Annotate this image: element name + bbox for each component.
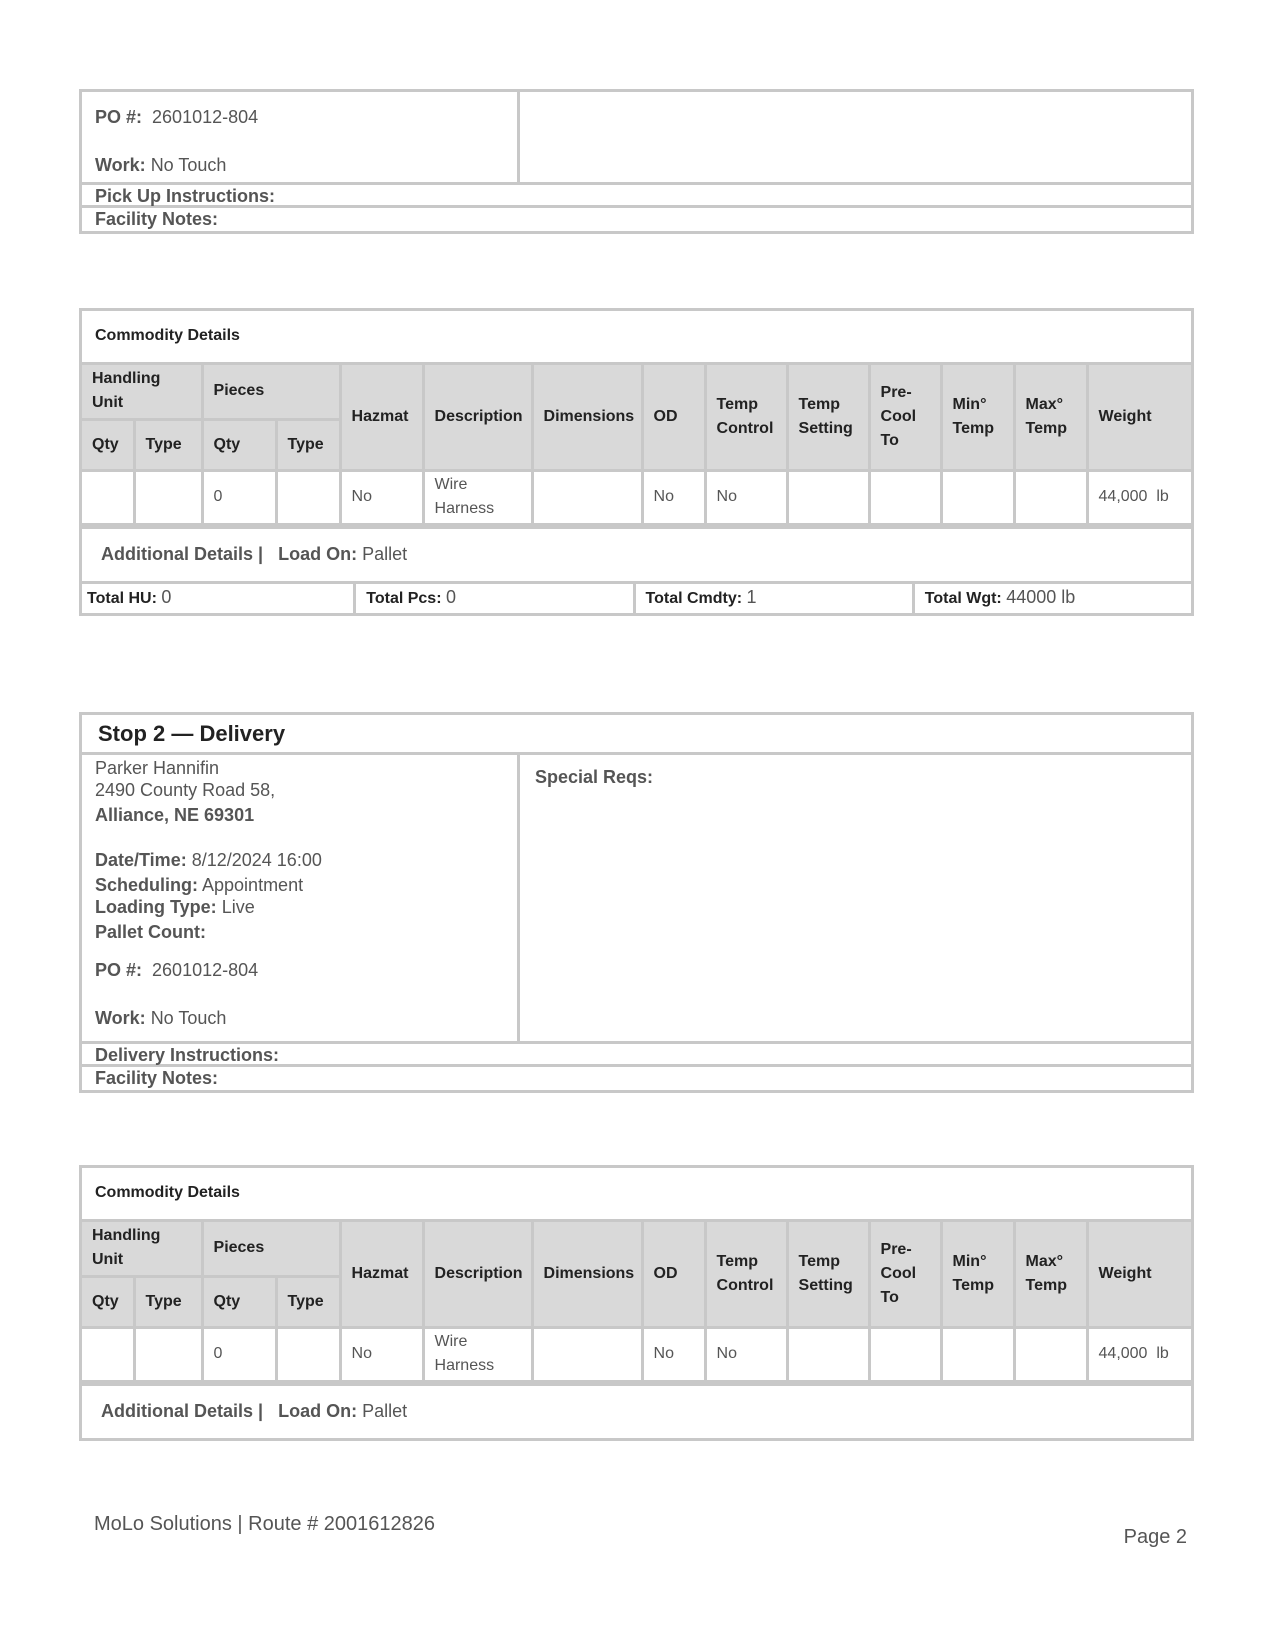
hu-qty-header: Qty	[82, 419, 134, 470]
hu-type-header: Type	[134, 1276, 202, 1327]
loading-type-label: Loading Type:	[95, 897, 217, 917]
commodity-title: Commodity Details	[82, 311, 1191, 365]
pickup-instructions	[82, 185, 1191, 208]
pc-qty-cell: 0	[202, 470, 276, 524]
hu-qty-cell	[82, 470, 134, 524]
max-temp-cell	[1014, 1327, 1087, 1381]
od-cell: No	[642, 470, 705, 524]
load-on-value: Pallet	[362, 543, 408, 564]
load-on-label: Load On:	[278, 543, 358, 564]
min-temp-cell	[941, 1327, 1014, 1381]
load-on-value: Pallet	[362, 1400, 408, 1421]
table-row	[82, 470, 1191, 524]
od-header: OD	[642, 365, 705, 470]
description-header: Description	[423, 365, 532, 470]
min-temp-header: Min° Temp	[941, 365, 1014, 470]
od-cell: No	[642, 1327, 705, 1381]
hazmat-header: Hazmat	[340, 365, 423, 470]
pc-qty-header: Qty	[202, 1276, 276, 1327]
pieces-header: Pieces	[202, 365, 340, 419]
datetime-value: 8/12/2024 16:00	[191, 850, 322, 870]
temp-setting-header: Temp Setting	[787, 1222, 869, 1327]
temp-control-header: Temp Control	[705, 1222, 787, 1327]
total-hu	[82, 584, 356, 613]
stop2-block	[79, 712, 1194, 1093]
max-temp-header: Max° Temp	[1014, 1222, 1087, 1327]
total-pcs-label: Total Pcs:	[366, 589, 442, 607]
work-label: Work:	[95, 1008, 146, 1028]
hazmat-cell: No	[340, 1327, 423, 1381]
datetime-label: Date/Time:	[95, 850, 187, 870]
load-on-label: Load On:	[278, 1400, 358, 1421]
min-temp-header: Min° Temp	[941, 1222, 1014, 1327]
footer-route: MoLo Solutions | Route # 2001612826	[94, 1513, 436, 1535]
pieces-header: Pieces	[202, 1222, 340, 1276]
dimensions-cell	[532, 1327, 642, 1381]
max-temp-cell	[1014, 470, 1087, 524]
temp-setting-header: Temp Setting	[787, 365, 869, 470]
hu-qty-header: Qty	[82, 1276, 134, 1327]
temp-control-header: Temp Control	[705, 365, 787, 470]
facility-notes	[82, 1067, 1191, 1090]
loading-type-value: Live	[221, 897, 255, 917]
work-value: No Touch	[150, 1008, 227, 1028]
facility-notes-label: Facility Notes:	[95, 1068, 219, 1088]
dimensions-header: Dimensions	[532, 365, 642, 470]
additional-details-label: Additional Details |	[101, 543, 264, 564]
hazmat-header: Hazmat	[340, 1222, 423, 1327]
description-cell: Wire Harness	[423, 1327, 532, 1381]
total-pcs-value: 0	[445, 586, 456, 607]
street-address: 2490 County Road 58,	[95, 780, 276, 800]
stop1-info-right	[520, 92, 1191, 182]
temp-setting-cell	[787, 470, 869, 524]
pallet-count-label: Pallet Count:	[95, 922, 206, 942]
city-state-zip: Alliance, NE 69301	[95, 805, 255, 825]
facility-notes	[82, 208, 1191, 231]
stop1-info-block	[79, 89, 1194, 234]
po-label: PO #:	[95, 960, 143, 980]
stop1-info-left	[82, 92, 520, 182]
totals-row	[82, 581, 1191, 613]
additional-details	[82, 526, 1191, 581]
dimensions-cell	[532, 470, 642, 524]
min-temp-cell	[941, 470, 1014, 524]
temp-setting-cell	[787, 1327, 869, 1381]
facility-notes-label: Facility Notes:	[95, 209, 219, 229]
weight-header: Weight	[1087, 1222, 1191, 1327]
special-reqs-label: Special Reqs:	[535, 767, 654, 787]
total-cmdty	[636, 584, 915, 613]
stop2-info-right	[520, 755, 1191, 1041]
weight-header: Weight	[1087, 365, 1191, 470]
commodity-title: Commodity Details	[82, 1168, 1191, 1222]
scheduling-label: Scheduling:	[95, 875, 198, 895]
work-value: No Touch	[150, 155, 227, 175]
description-header: Description	[423, 1222, 532, 1327]
table-row	[82, 1327, 1191, 1381]
total-wgt-value: 44000 lb	[1006, 586, 1076, 607]
delivery-instructions-label: Delivery Instructions:	[95, 1045, 280, 1065]
max-temp-header: Max° Temp	[1014, 365, 1087, 470]
work-label: Work:	[95, 155, 146, 175]
company-name: Parker Hannifin	[95, 758, 220, 778]
po-value: 2601012-804	[152, 960, 259, 980]
scheduling-value: Appointment	[202, 875, 304, 895]
pre-cool-header: Pre-Cool To	[869, 1222, 941, 1327]
total-hu-label: Total HU:	[87, 589, 157, 607]
commodity-block-2	[79, 1165, 1194, 1441]
od-header: OD	[642, 1222, 705, 1327]
pc-qty-header: Qty	[202, 419, 276, 470]
hazmat-cell: No	[340, 470, 423, 524]
pre-cool-cell	[869, 470, 941, 524]
total-wgt-label: Total Wgt:	[924, 589, 1002, 607]
handling-unit-header: Handling Unit	[82, 365, 202, 419]
pc-type-header: Type	[276, 1276, 340, 1327]
description-cell: Wire Harness	[423, 470, 532, 524]
total-pcs	[356, 584, 635, 613]
pc-type-header: Type	[276, 419, 340, 470]
page-number: Page 2	[1123, 1526, 1187, 1548]
pc-qty-cell: 0	[202, 1327, 276, 1381]
commodity-block-1	[79, 308, 1194, 616]
pickup-instructions-label: Pick Up Instructions:	[95, 186, 276, 206]
temp-control-cell: No	[705, 470, 787, 524]
commodity-table	[82, 365, 1191, 526]
handling-unit-header: Handling Unit	[82, 1222, 202, 1276]
stop2-info-left	[82, 755, 520, 1041]
delivery-instructions	[82, 1044, 1191, 1067]
hu-type-cell	[134, 470, 202, 524]
total-wgt	[915, 584, 1191, 613]
pc-type-cell	[276, 1327, 340, 1381]
additional-details-label: Additional Details |	[101, 1400, 264, 1421]
dimensions-header: Dimensions	[532, 1222, 642, 1327]
commodity-table	[82, 1222, 1191, 1383]
hu-type-cell	[134, 1327, 202, 1381]
hu-type-header: Type	[134, 419, 202, 470]
temp-control-cell: No	[705, 1327, 787, 1381]
additional-details	[82, 1383, 1191, 1438]
pc-type-cell	[276, 470, 340, 524]
po-value: 2601012-804	[152, 107, 259, 127]
stop2-title: Stop 2 — Delivery	[82, 715, 1191, 755]
hu-qty-cell	[82, 1327, 134, 1381]
total-hu-value: 0	[161, 586, 172, 607]
weight-cell: 44,000 lb	[1087, 1327, 1191, 1381]
total-cmdty-value: 1	[746, 586, 757, 607]
total-cmdty-label: Total Cmdty:	[645, 589, 743, 607]
pre-cool-header: Pre-Cool To	[869, 365, 941, 470]
pre-cool-cell	[869, 1327, 941, 1381]
po-label: PO #:	[95, 107, 143, 127]
weight-cell: 44,000 lb	[1087, 470, 1191, 524]
